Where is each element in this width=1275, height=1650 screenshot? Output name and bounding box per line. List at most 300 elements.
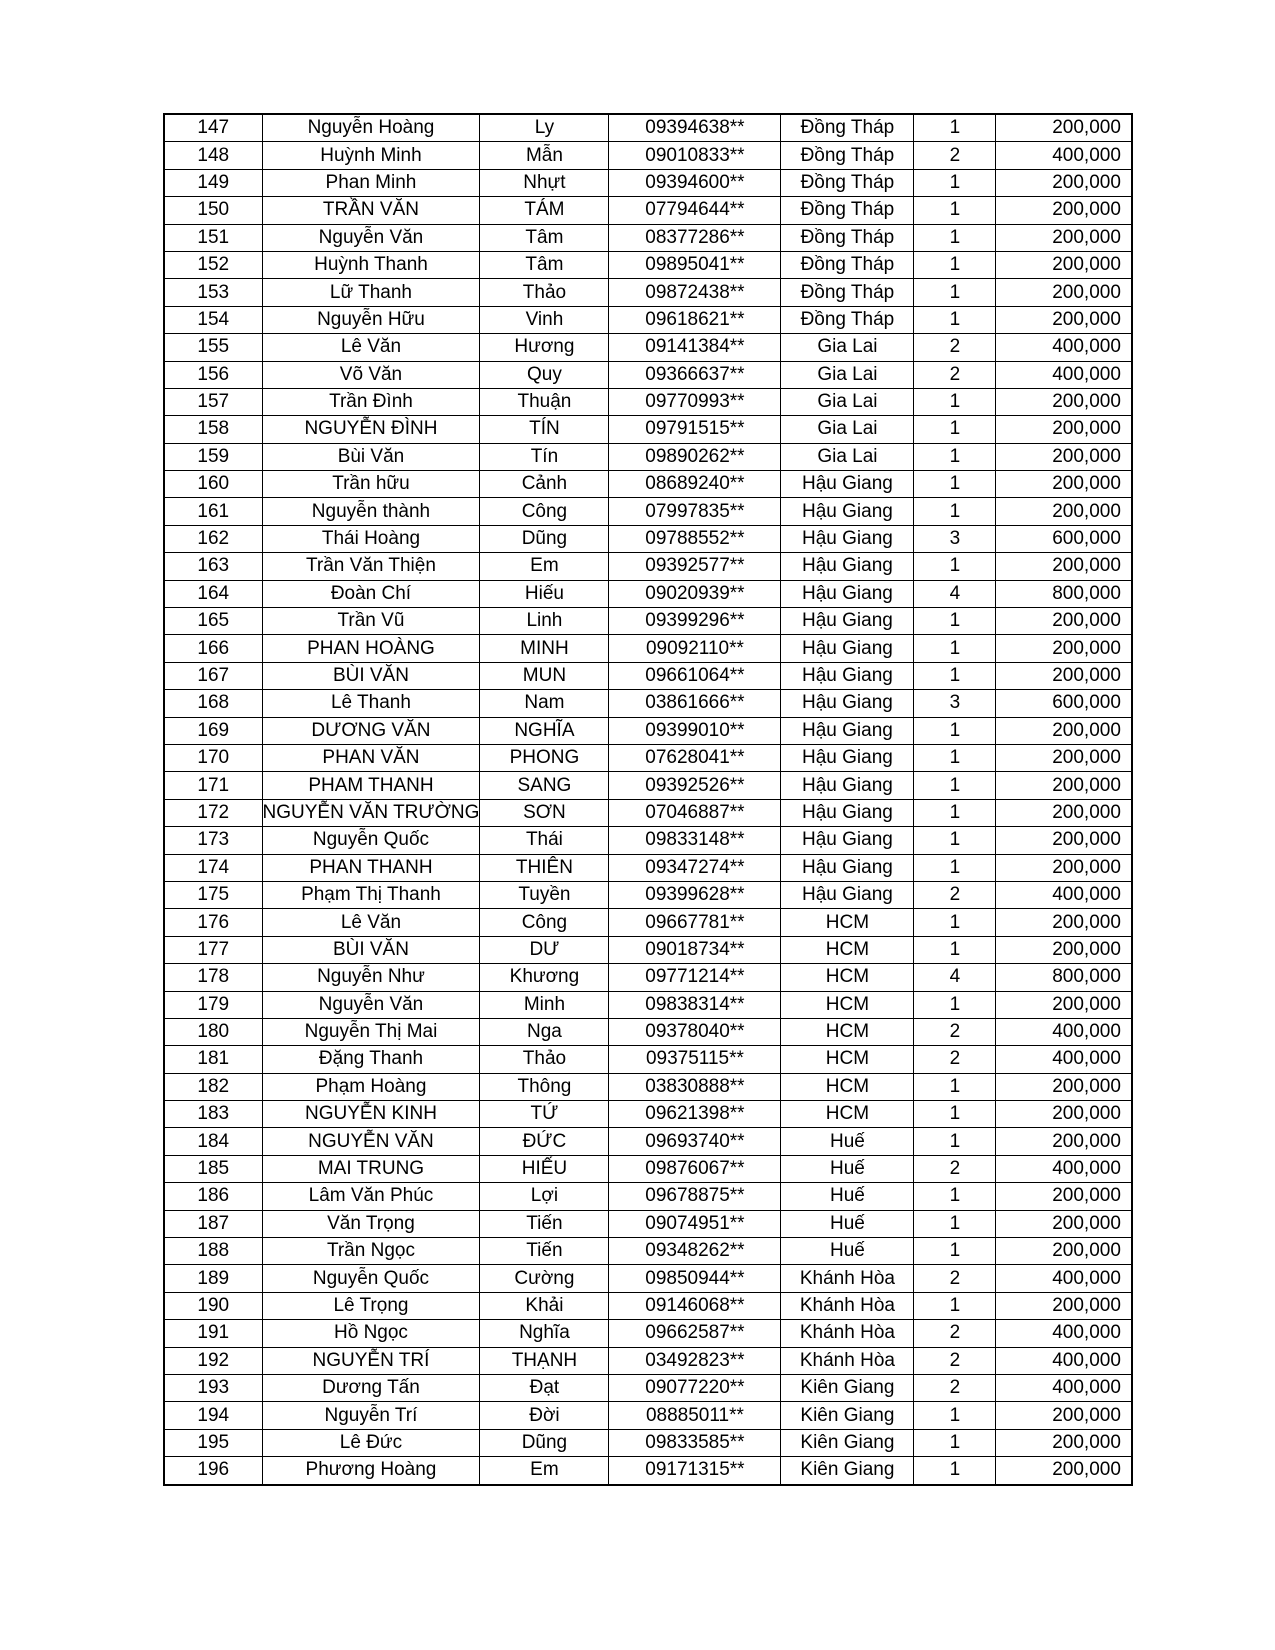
province-cell: HCM [781, 991, 914, 1018]
quantity-cell: 1 [914, 1457, 996, 1485]
stt-cell: 181 [164, 1046, 262, 1073]
ten-cell: Tâm [480, 251, 609, 278]
table-row [164, 881, 1132, 908]
ten-cell: PHONG [480, 744, 609, 771]
stt-cell: 150 [164, 197, 262, 224]
stt-cell: 169 [164, 717, 262, 744]
phone-cell: 09378040** [609, 1018, 781, 1045]
phone-cell: 07628041** [609, 744, 781, 771]
table-row [164, 936, 1132, 963]
table-row [164, 827, 1132, 854]
quantity-cell: 2 [914, 1018, 996, 1045]
ten-cell: Dũng [480, 1429, 609, 1456]
stt-cell: 175 [164, 881, 262, 908]
ten-cell: Thông [480, 1073, 609, 1100]
table-row [164, 1155, 1132, 1182]
phone-cell: 09392577** [609, 553, 781, 580]
stt-cell: 156 [164, 361, 262, 388]
ho-ten-dem-cell: Võ Văn [262, 361, 480, 388]
province-cell: Huế [781, 1155, 914, 1182]
ten-cell: Nhựt [480, 169, 609, 196]
quantity-cell: 2 [914, 1347, 996, 1374]
province-cell: Huế [781, 1210, 914, 1237]
amount-cell: 200,000 [996, 169, 1132, 196]
ho-ten-dem-cell: Lê Văn [262, 334, 480, 361]
table-row [164, 251, 1132, 278]
table-row [164, 169, 1132, 196]
table-row [164, 416, 1132, 443]
stt-cell: 164 [164, 580, 262, 607]
ten-cell: Tâm [480, 224, 609, 251]
phone-cell: 07997835** [609, 498, 781, 525]
quantity-cell: 1 [914, 306, 996, 333]
quantity-cell: 1 [914, 279, 996, 306]
phone-cell: 09010833** [609, 142, 781, 169]
amount-cell: 200,000 [996, 608, 1132, 635]
amount-cell: 200,000 [996, 197, 1132, 224]
amount-cell: 200,000 [996, 1238, 1132, 1265]
amount-cell: 200,000 [996, 306, 1132, 333]
table-row [164, 334, 1132, 361]
ten-cell: MINH [480, 635, 609, 662]
quantity-cell: 1 [914, 1183, 996, 1210]
phone-cell: 09678875** [609, 1183, 781, 1210]
stt-cell: 187 [164, 1210, 262, 1237]
phone-cell: 09347274** [609, 854, 781, 881]
province-cell: Đồng Tháp [781, 224, 914, 251]
table-row [164, 964, 1132, 991]
phone-cell: 09770993** [609, 388, 781, 415]
ten-cell: Ly [480, 114, 609, 142]
table-row [164, 1347, 1132, 1374]
ho-ten-dem-cell: NGUYỄN VĂN [262, 1128, 480, 1155]
table-body [164, 114, 1132, 1485]
ten-cell: Mẫn [480, 142, 609, 169]
ho-ten-dem-cell: Hồ Ngọc [262, 1320, 480, 1347]
ten-cell: Cảnh [480, 471, 609, 498]
ten-cell: Nam [480, 690, 609, 717]
stt-cell: 192 [164, 1347, 262, 1374]
province-cell: Kiên Giang [781, 1402, 914, 1429]
province-cell: Đồng Tháp [781, 142, 914, 169]
quantity-cell: 1 [914, 169, 996, 196]
ten-cell: Tuyền [480, 881, 609, 908]
amount-cell: 200,000 [996, 279, 1132, 306]
amount-cell: 200,000 [996, 224, 1132, 251]
table-row [164, 1073, 1132, 1100]
amount-cell: 200,000 [996, 498, 1132, 525]
stt-cell: 180 [164, 1018, 262, 1045]
ten-cell: Linh [480, 608, 609, 635]
province-cell: Đồng Tháp [781, 169, 914, 196]
ten-cell: Công [480, 498, 609, 525]
stt-cell: 177 [164, 936, 262, 963]
quantity-cell: 1 [914, 251, 996, 278]
phone-cell: 09394600** [609, 169, 781, 196]
table-row [164, 471, 1132, 498]
ho-ten-dem-cell: Phạm Thị Thanh [262, 881, 480, 908]
phone-cell: 09394638** [609, 114, 781, 142]
table-row [164, 662, 1132, 689]
stt-cell: 176 [164, 909, 262, 936]
stt-cell: 166 [164, 635, 262, 662]
amount-cell: 400,000 [996, 1265, 1132, 1292]
stt-cell: 189 [164, 1265, 262, 1292]
province-cell: Huế [781, 1183, 914, 1210]
ho-ten-dem-cell: Huỳnh Thanh [262, 251, 480, 278]
quantity-cell: 1 [914, 443, 996, 470]
table-row [164, 114, 1132, 142]
province-cell: Gia Lai [781, 388, 914, 415]
phone-cell: 09074951** [609, 1210, 781, 1237]
stt-cell: 182 [164, 1073, 262, 1100]
amount-cell: 200,000 [996, 635, 1132, 662]
table-row [164, 306, 1132, 333]
phone-cell: 09348262** [609, 1238, 781, 1265]
table-row [164, 525, 1132, 552]
amount-cell: 400,000 [996, 142, 1132, 169]
table-row [164, 1101, 1132, 1128]
quantity-cell: 1 [914, 197, 996, 224]
table-row [164, 854, 1132, 881]
phone-cell: 09399296** [609, 608, 781, 635]
ten-cell: NGHĨA [480, 717, 609, 744]
phone-cell: 09399010** [609, 717, 781, 744]
phone-cell: 09838314** [609, 991, 781, 1018]
stt-cell: 172 [164, 799, 262, 826]
phone-cell: 09621398** [609, 1101, 781, 1128]
province-cell: HCM [781, 1046, 914, 1073]
ho-ten-dem-cell: Trần Vũ [262, 608, 480, 635]
quantity-cell: 1 [914, 471, 996, 498]
ten-cell: THẠNH [480, 1347, 609, 1374]
ten-cell: Nghĩa [480, 1320, 609, 1347]
ho-ten-dem-cell: Trần Văn Thiện [262, 553, 480, 580]
table-row [164, 1128, 1132, 1155]
phone-cell: 07046887** [609, 799, 781, 826]
quantity-cell: 1 [914, 498, 996, 525]
amount-cell: 400,000 [996, 334, 1132, 361]
ho-ten-dem-cell: Nguyễn Văn [262, 224, 480, 251]
quantity-cell: 1 [914, 416, 996, 443]
phone-cell: 08689240** [609, 471, 781, 498]
ho-ten-dem-cell: Huỳnh Minh [262, 142, 480, 169]
amount-cell: 200,000 [996, 1429, 1132, 1456]
table-row [164, 580, 1132, 607]
phone-cell: 09662587** [609, 1320, 781, 1347]
stt-cell: 188 [164, 1238, 262, 1265]
quantity-cell: 1 [914, 1429, 996, 1456]
table-row [164, 279, 1132, 306]
stt-cell: 178 [164, 964, 262, 991]
ten-cell: Dũng [480, 525, 609, 552]
table-row [164, 197, 1132, 224]
ten-cell: SƠN [480, 799, 609, 826]
stt-cell: 195 [164, 1429, 262, 1456]
table-row [164, 1457, 1132, 1485]
ho-ten-dem-cell: NGUYỄN VĂN TRƯỜNG [262, 799, 480, 826]
ho-ten-dem-cell: PHAN THANH [262, 854, 480, 881]
table-row [164, 1238, 1132, 1265]
province-cell: Đồng Tháp [781, 251, 914, 278]
amount-cell: 200,000 [996, 909, 1132, 936]
amount-cell: 800,000 [996, 964, 1132, 991]
table-row [164, 1402, 1132, 1429]
quantity-cell: 1 [914, 114, 996, 142]
ho-ten-dem-cell: Nguyễn Quốc [262, 827, 480, 854]
province-cell: Kiên Giang [781, 1429, 914, 1456]
table-row [164, 772, 1132, 799]
ten-cell: Khương [480, 964, 609, 991]
stt-cell: 161 [164, 498, 262, 525]
ho-ten-dem-cell: PHAN VĂN [262, 744, 480, 771]
stt-cell: 186 [164, 1183, 262, 1210]
quantity-cell: 2 [914, 1046, 996, 1073]
province-cell: HCM [781, 1018, 914, 1045]
phone-cell: 09771214** [609, 964, 781, 991]
province-cell: Hậu Giang [781, 854, 914, 881]
amount-cell: 400,000 [996, 1018, 1132, 1045]
ho-ten-dem-cell: Đoàn Chí [262, 580, 480, 607]
ten-cell: Tín [480, 443, 609, 470]
ho-ten-dem-cell: BÙI VĂN [262, 936, 480, 963]
amount-cell: 200,000 [996, 1073, 1132, 1100]
amount-cell: 200,000 [996, 251, 1132, 278]
stt-cell: 193 [164, 1374, 262, 1401]
table-row [164, 799, 1132, 826]
quantity-cell: 2 [914, 1265, 996, 1292]
province-cell: Khánh Hòa [781, 1320, 914, 1347]
phone-cell: 07794644** [609, 197, 781, 224]
stt-cell: 179 [164, 991, 262, 1018]
phone-cell: 09661064** [609, 662, 781, 689]
quantity-cell: 1 [914, 224, 996, 251]
amount-cell: 200,000 [996, 443, 1132, 470]
phone-cell: 09895041** [609, 251, 781, 278]
stt-cell: 174 [164, 854, 262, 881]
amount-cell: 600,000 [996, 690, 1132, 717]
quantity-cell: 2 [914, 334, 996, 361]
table-row [164, 443, 1132, 470]
province-cell: Đồng Tháp [781, 306, 914, 333]
ho-ten-dem-cell: Trần Đình [262, 388, 480, 415]
province-cell: Hậu Giang [781, 608, 914, 635]
province-cell: Khánh Hòa [781, 1292, 914, 1319]
ho-ten-dem-cell: Trần Ngọc [262, 1238, 480, 1265]
amount-cell: 200,000 [996, 991, 1132, 1018]
ten-cell: TỨ [480, 1101, 609, 1128]
province-cell: Gia Lai [781, 361, 914, 388]
quantity-cell: 1 [914, 635, 996, 662]
quantity-cell: 3 [914, 525, 996, 552]
ten-cell: Thái [480, 827, 609, 854]
amount-cell: 200,000 [996, 416, 1132, 443]
quantity-cell: 1 [914, 772, 996, 799]
stt-cell: 162 [164, 525, 262, 552]
ho-ten-dem-cell: Nguyễn Hữu [262, 306, 480, 333]
phone-cell: 08377286** [609, 224, 781, 251]
ten-cell: Em [480, 1457, 609, 1485]
stt-cell: 191 [164, 1320, 262, 1347]
province-cell: Huế [781, 1238, 914, 1265]
amount-cell: 200,000 [996, 388, 1132, 415]
phone-cell: 09788552** [609, 525, 781, 552]
phone-cell: 09890262** [609, 443, 781, 470]
ten-cell: Thuận [480, 388, 609, 415]
stt-cell: 167 [164, 662, 262, 689]
province-cell: Đồng Tháp [781, 197, 914, 224]
table-row [164, 635, 1132, 662]
quantity-cell: 1 [914, 608, 996, 635]
amount-cell: 200,000 [996, 936, 1132, 963]
stt-cell: 151 [164, 224, 262, 251]
quantity-cell: 2 [914, 1374, 996, 1401]
quantity-cell: 1 [914, 1073, 996, 1100]
ho-ten-dem-cell: Nguyễn Quốc [262, 1265, 480, 1292]
amount-cell: 600,000 [996, 525, 1132, 552]
phone-cell: 03861666** [609, 690, 781, 717]
province-cell: HCM [781, 936, 914, 963]
table-row [164, 1320, 1132, 1347]
ho-ten-dem-cell: Văn Trọng [262, 1210, 480, 1237]
ho-ten-dem-cell: Lữ Thanh [262, 279, 480, 306]
ho-ten-dem-cell: Bùi Văn [262, 443, 480, 470]
phone-cell: 09791515** [609, 416, 781, 443]
ho-ten-dem-cell: Lâm Văn Phúc [262, 1183, 480, 1210]
phone-cell: 09850944** [609, 1265, 781, 1292]
stt-cell: 185 [164, 1155, 262, 1182]
amount-cell: 200,000 [996, 772, 1132, 799]
stt-cell: 154 [164, 306, 262, 333]
ten-cell: ĐỨC [480, 1128, 609, 1155]
province-cell: Khánh Hòa [781, 1347, 914, 1374]
amount-cell: 800,000 [996, 580, 1132, 607]
province-cell: HCM [781, 964, 914, 991]
quantity-cell: 2 [914, 1320, 996, 1347]
table-row [164, 991, 1132, 1018]
province-cell: HCM [781, 909, 914, 936]
quantity-cell: 2 [914, 361, 996, 388]
ho-ten-dem-cell: Phương Hoàng [262, 1457, 480, 1485]
ho-ten-dem-cell: MAI TRUNG [262, 1155, 480, 1182]
quantity-cell: 2 [914, 142, 996, 169]
table-row [164, 909, 1132, 936]
amount-cell: 400,000 [996, 1320, 1132, 1347]
province-cell: Kiên Giang [781, 1374, 914, 1401]
ho-ten-dem-cell: Lê Thanh [262, 690, 480, 717]
stt-cell: 149 [164, 169, 262, 196]
province-cell: Gia Lai [781, 416, 914, 443]
amount-cell: 200,000 [996, 717, 1132, 744]
province-cell: Hậu Giang [781, 799, 914, 826]
ten-cell: SANG [480, 772, 609, 799]
quantity-cell: 1 [914, 854, 996, 881]
table-row [164, 498, 1132, 525]
amount-cell: 200,000 [996, 1210, 1132, 1237]
stt-cell: 173 [164, 827, 262, 854]
province-cell: Hậu Giang [781, 772, 914, 799]
ten-cell: Khải [480, 1292, 609, 1319]
ho-ten-dem-cell: Nguyễn thành [262, 498, 480, 525]
stt-cell: 190 [164, 1292, 262, 1319]
table-row [164, 1265, 1132, 1292]
ten-cell: Tiến [480, 1238, 609, 1265]
ho-ten-dem-cell: Lê Trọng [262, 1292, 480, 1319]
quantity-cell: 1 [914, 991, 996, 1018]
ho-ten-dem-cell: Đặng Thanh [262, 1046, 480, 1073]
phone-cell: 09146068** [609, 1292, 781, 1319]
province-cell: Hậu Giang [781, 881, 914, 908]
amount-cell: 200,000 [996, 1101, 1132, 1128]
ho-ten-dem-cell: Lê Văn [262, 909, 480, 936]
province-cell: HCM [781, 1101, 914, 1128]
province-cell: Hậu Giang [781, 580, 914, 607]
table-row [164, 1046, 1132, 1073]
phone-cell: 09667781** [609, 909, 781, 936]
quantity-cell: 1 [914, 799, 996, 826]
ho-ten-dem-cell: Phan Minh [262, 169, 480, 196]
ten-cell: Đạt [480, 1374, 609, 1401]
ho-ten-dem-cell: Nguyễn Hoàng [262, 114, 480, 142]
stt-cell: 196 [164, 1457, 262, 1485]
phone-cell: 09392526** [609, 772, 781, 799]
amount-cell: 200,000 [996, 827, 1132, 854]
phone-cell: 09399628** [609, 881, 781, 908]
table-row [164, 224, 1132, 251]
table-row [164, 1292, 1132, 1319]
province-cell: Hậu Giang [781, 662, 914, 689]
province-cell: Hậu Giang [781, 827, 914, 854]
ho-ten-dem-cell: Nguyễn Thị Mai [262, 1018, 480, 1045]
amount-cell: 200,000 [996, 1128, 1132, 1155]
ho-ten-dem-cell: NGUYỄN ĐÌNH [262, 416, 480, 443]
province-cell: Gia Lai [781, 334, 914, 361]
quantity-cell: 4 [914, 580, 996, 607]
stt-cell: 159 [164, 443, 262, 470]
phone-cell: 09077220** [609, 1374, 781, 1401]
table-row [164, 361, 1132, 388]
ho-ten-dem-cell: Thái Hoàng [262, 525, 480, 552]
stt-cell: 155 [164, 334, 262, 361]
province-cell: Đồng Tháp [781, 279, 914, 306]
ho-ten-dem-cell: NGUYỄN KINH [262, 1101, 480, 1128]
table-row [164, 744, 1132, 771]
stt-cell: 163 [164, 553, 262, 580]
province-cell: Hậu Giang [781, 690, 914, 717]
ho-ten-dem-cell: Dương Tấn [262, 1374, 480, 1401]
phone-cell: 09618621** [609, 306, 781, 333]
table-row [164, 1210, 1132, 1237]
ten-cell: Lợi [480, 1183, 609, 1210]
province-cell: Khánh Hòa [781, 1265, 914, 1292]
amount-cell: 400,000 [996, 1347, 1132, 1374]
quantity-cell: 1 [914, 1128, 996, 1155]
quantity-cell: 1 [914, 936, 996, 963]
quantity-cell: 1 [914, 717, 996, 744]
phone-cell: 09092110** [609, 635, 781, 662]
quantity-cell: 1 [914, 1210, 996, 1237]
stt-cell: 152 [164, 251, 262, 278]
stt-cell: 171 [164, 772, 262, 799]
phone-cell: 03492823** [609, 1347, 781, 1374]
amount-cell: 200,000 [996, 799, 1132, 826]
table-row [164, 1429, 1132, 1456]
amount-cell: 200,000 [996, 471, 1132, 498]
ho-ten-dem-cell: DƯƠNG VĂN [262, 717, 480, 744]
province-cell: Hậu Giang [781, 744, 914, 771]
amount-cell: 200,000 [996, 662, 1132, 689]
phone-cell: 09833585** [609, 1429, 781, 1456]
